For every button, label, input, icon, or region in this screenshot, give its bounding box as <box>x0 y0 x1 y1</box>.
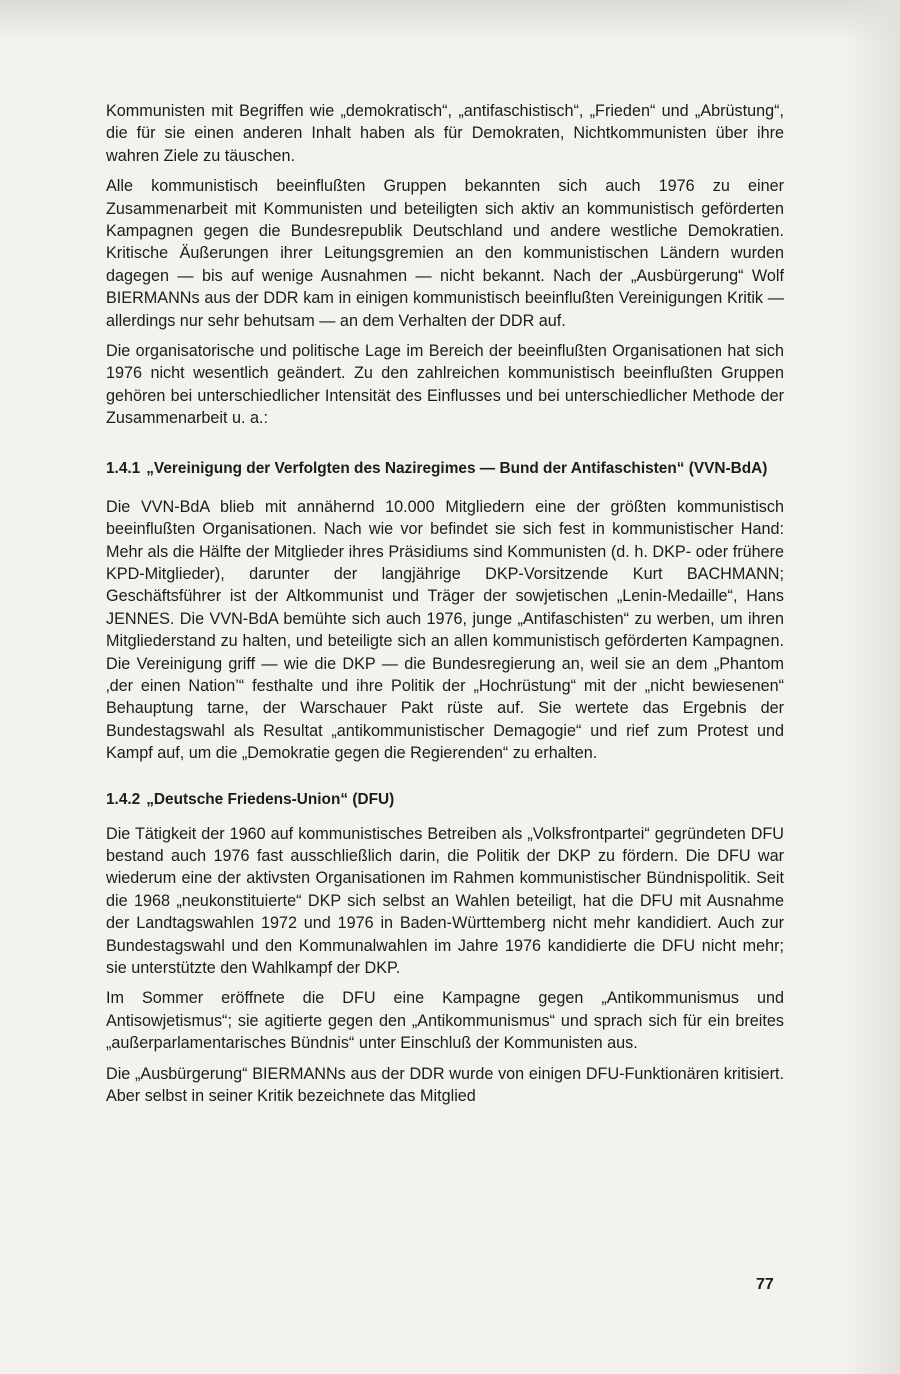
paragraph-intro-continuation: Kommunisten mit Begriffen wie „demokratisch“, „antifaschistisch“, „Frieden“ und „Abrüstung“, die für sie einen anderen Inhalt haben als für Demokraten, Nichtkommunisten über ihre wahren Ziele zu täuschen. <box>106 102 784 165</box>
section-heading-vvn-bda <box>106 458 784 480</box>
paragraph-cooperation: Alle kommunistisch beeinflußten Gruppen bekannten sich auch 1976 zu einer Zusammenarbeit mit Kommunisten und beteiligten sich aktiv an kommunistisch geförderten Kampagnen gegen die Bundesrepublik Deutschland und andere westliche Demokratien. Kritische Äußerungen ihrer Leitungsgremien an den kommunistischen Ländern wurden dagegen — bis auf wenige Ausnahmen — nicht bekannt. Nach der „Ausbürgerung“ Wolf BIERMANNs aus der DDR kam in einigen kommunistisch beeinflußten Vereinigungen Kritik — allerdings nur sehr behutsam — an dem Verhalten der DDR auf. <box>106 177 784 330</box>
document-body <box>106 100 784 1115</box>
scan-edge-top <box>0 0 900 40</box>
paragraph-dfu-biermann: Die „Ausbürgerung“ BIERMANNs aus der DDR wurde von einigen DFU-Funktionären kritisiert. Aber selbst in seiner Kritik bezeichnete das Mitglied <box>106 1064 784 1106</box>
section-title: „Vereinigung der Verfolgten des Naziregimes — Bund der Antifaschisten“ (VVN-BdA) <box>146 459 768 477</box>
paragraph-organisational-situation: Die organisatorische und politische Lage im Bereich der beeinflußten Organisationen hat sich 1976 nicht wesentlich geändert. Zu den zahlreichen kommunistisch beeinflußten Gruppen gehören bei unterschiedlicher Intensität des Einflusses und bei unterschiedlicher Methode der Zusammenarbeit u. a.: <box>106 342 784 428</box>
paragraph-vvn-bda: Die VVN-BdA blieb mit annähernd 10.000 Mitgliedern eine der größten kommunistisch beeinflußten Organisationen. Nach wie vor befindet sie sich fest in kommunistischer Hand: Mehr als die Hälfte der Mitglieder ihres Präsidiums sind Kommunisten (d. h. DKP- oder frühere KPD-Mitglieder), darunter der langjährige DKP-Vorsitzende Kurt BACHMANN; Geschäftsführer ist der Altkommunist und Träger der sowjetischen „Lenin-Medaille“, Hans JENNES. Die VVN-BdA bemühte sich auch 1976, junge „Antifaschisten“ zu werben, um ihren Mitgliederstand zu halten, und beteiligte sich an allen kommunistisch geförderten Kampagnen. Die Vereinigung griff — wie die DKP — die Bundesregierung an, weil sie an dem „Phantom ‚der einen Nation’“ festhalte und ihre Politik der „Hochrüstung“ mit der „nicht bewiesenen“ Behauptung tarne, der Warschauer Pakt rüste auf. Sie wertete das Ergebnis der Bundestagswahl als Resultat „antikommunistischer Demagogie“ und rief zum Protest und Kampf auf, um die „Demokratie gegen die Regierenden“ zu erhalten. <box>106 497 784 763</box>
scan-edge-right <box>840 0 900 1374</box>
section-title: „Deutsche Friedens-Union“ (DFU) <box>146 790 395 808</box>
section-number: 1.4.1 <box>106 459 141 477</box>
paragraph-dfu-campaign: Im Sommer eröffnete die DFU eine Kampagne gegen „Antikommunismus und Antisowjetismus“; sie agitierte gegen den „Antikommunismus“ und sprach sich für ein breites „außerparlamentarisches Bündnis“ unter Einschluß der Kommunisten aus. <box>106 989 784 1053</box>
paragraph-dfu-activity: Die Tätigkeit der 1960 auf kommunistisches Betreiben als „Volksfrontpartei“ gegründeten DFU bestand auch 1976 fast ausschließlich darin, die Politik der DKP zu fördern. Die DFU war wiederum eine der aktivsten Organisationen im Rahmen kommunistischer Bündnispolitik. Seit die 1968 „neukonstituierte“ DKP sich selbst an Wahlen beteiligt, hat die DFU mit Ausnahme der Landtagswahlen 1972 und 1976 in Baden-Württemberg nicht mehr kandidiert. Auch zur Bundestagswahl und den Kommunalwahlen im Jahre 1976 kandidierte die DFU nicht mehr; sie unterstützte den Wahlkampf der DKP. <box>106 824 784 977</box>
section-heading-dfu <box>106 789 784 811</box>
section-number: 1.4.2 <box>106 790 141 808</box>
page-number: 77 <box>756 1276 774 1293</box>
